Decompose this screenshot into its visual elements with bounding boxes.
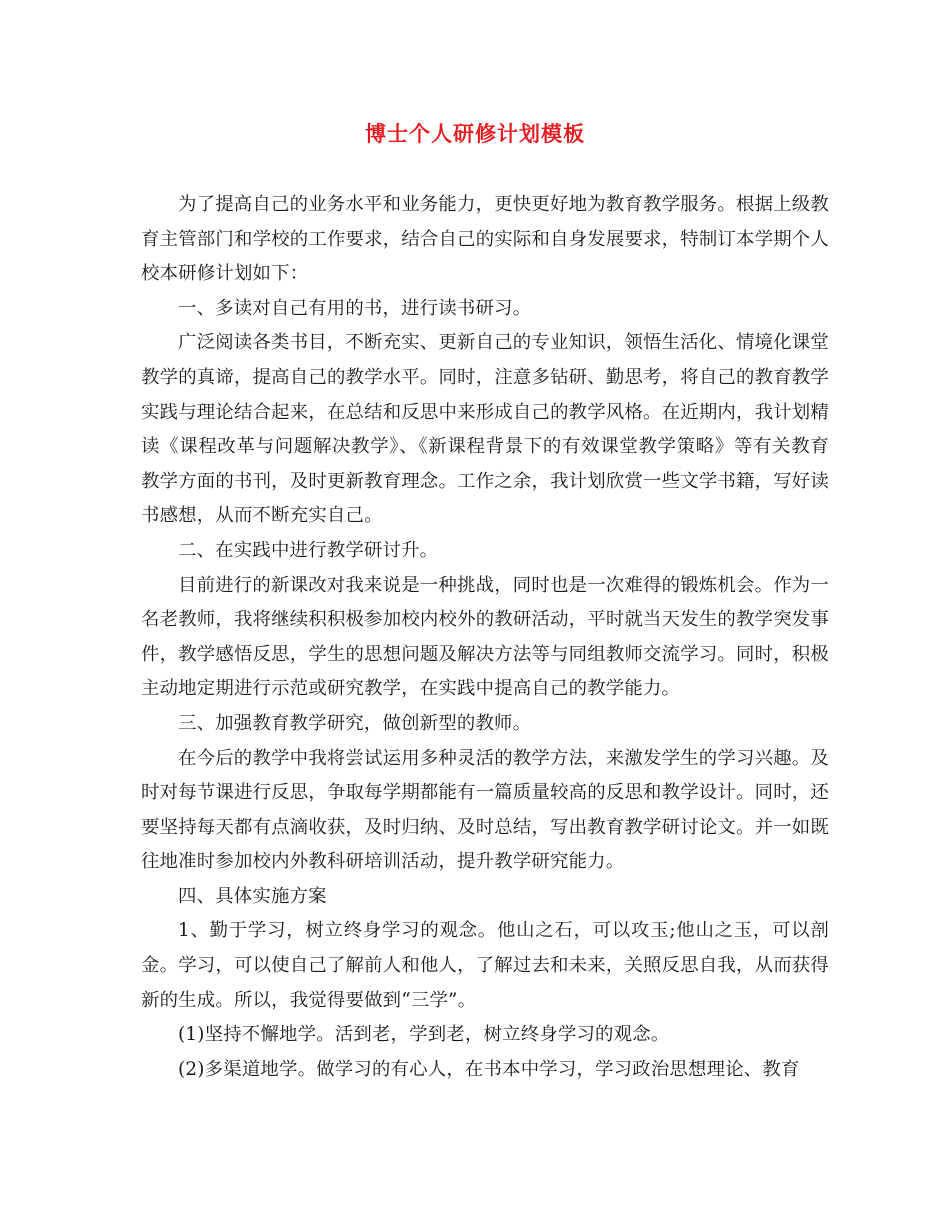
plan-subitem-1: (1)坚持不懈地学。活到老，学到老，树立终身学习的观念。 (178, 1024, 670, 1046)
section-paragraph-1: 广泛阅读各类书目，不断充实、更新自己的专业知识，领悟生活化、情境化课堂教学的真谛，提高自己的教学水平。同时，注意多钻研、勤思考，将自己的教育教学实践与理论结合起来，在总结和反思中来形成自己的教学风格。在近期内，我计划精读《课程改革与问题解决教学》、《新课程背景下的有效课堂教学策略》等有关教育教学方面的书刊，及时更新教育理念。工作之余，我计划欣赏一些文学书籍，写好读书感想，从而不断充实自己。 (141, 332, 829, 527)
section-heading-2: 二、在实践中进行教学研讨升。 (178, 539, 439, 561)
section-heading-3: 三、加强教育教学研究，做创新型的教师。 (178, 712, 532, 734)
document-title: 博士个人研修计划模板 (365, 121, 585, 146)
section-heading-4: 四、具体实施方案 (178, 885, 327, 907)
intro-paragraph: 为了提高自己的业务水平和业务能力，更快更好地为教育教学服务。根据上级教育主管部门和学校的工作要求，结合自己的实际和自身发展要求，特制订本学期个人校本研修计划如下： (141, 194, 829, 285)
document-body (141, 188, 829, 1087)
section-heading-1: 一、多读对自己有用的书，进行读书研习。 (178, 297, 532, 319)
section-paragraph-2: 目前进行的新课改对我来说是一种挑战，同时也是一次难得的锻炼机会。作为一名老教师，我将继续积积极参加校内校外的教研活动，平时就当天发生的教学突发事件，教学感悟反思，学生的思想问题及解决方法等与同组教师交流学习。同时，积极主动地定期进行示范或研究教学，在实践中提高自己的教学能力。 (141, 574, 829, 700)
section-paragraph-3: 在今后的教学中我将尝试运用多种灵活的教学方法，来激发学生的学习兴趣。及时对每节课进行反思，争取每学期都能有一篇质量较高的反思和教学设计。同时，还要坚持每天都有点滴收获，及时归纳、及时总结，写出教育教学研讨论文。并一如既往地准时参加校内外教科研培训活动，提升教学研究能力。 (141, 747, 829, 873)
plan-item-1: 1、勤于学习，树立终身学习的观念。他山之石，可以攻玉;他山之玉，可以剖金。学习，可以使自己了解前人和他人，了解过去和未来，关照反思自我，从而获得新的生成。所以，我觉得要做到“三学”。 (141, 920, 829, 1011)
plan-subitem-2: (2)多渠道地学。做学习的有心人，在书本中学习，学习政治思想理论、教育 (178, 1058, 800, 1080)
